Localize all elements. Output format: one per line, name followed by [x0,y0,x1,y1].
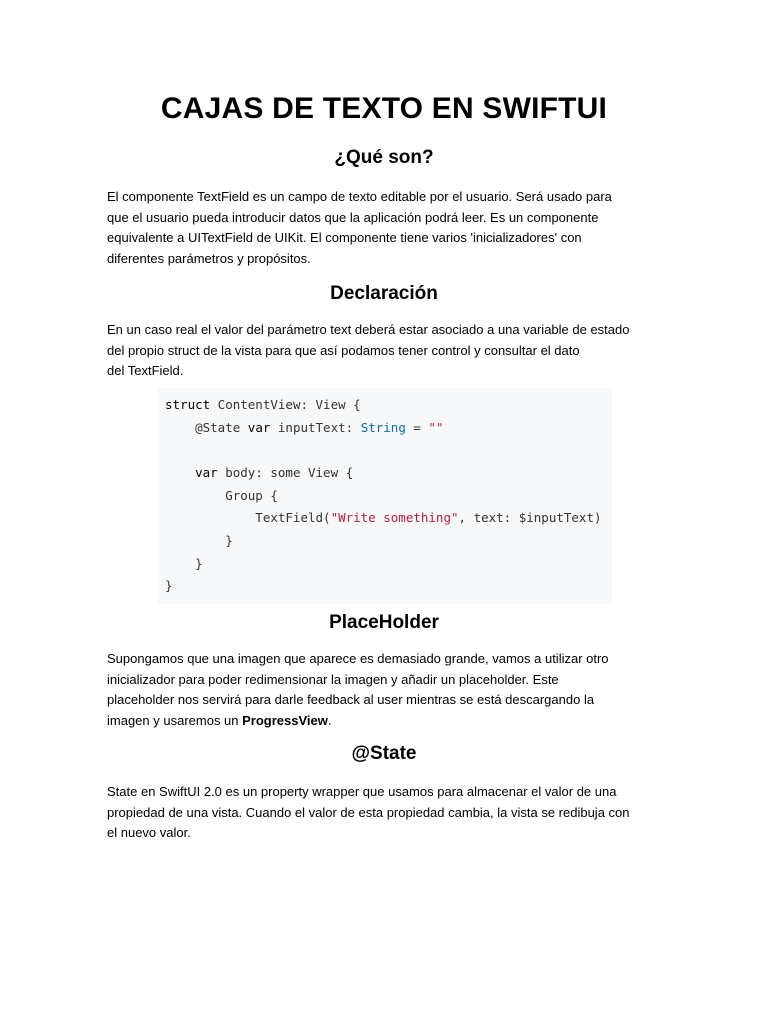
code-text [165,465,195,480]
code-keyword: struct [165,397,211,412]
paragraph-line: En un caso real el valor del parámetro text deberá estar asociado a una variable de estado [107,322,630,337]
code-text: TextField( [165,510,331,525]
code-line [165,464,353,482]
section-paragraph-placeholder [107,649,662,731]
code-keyword: var [195,465,218,480]
document-title: CAJAS DE TEXTO EN SWIFTUI [160,92,608,125]
code-type: String [360,420,406,435]
paragraph-line: placeholder nos servirá para darle feedback al user mientras se está descargando la [107,692,595,707]
section-paragraph-state [107,782,662,844]
paragraph-line: que el usuario pueda introducir datos que la aplicación podrá leer. Es un componente [107,209,599,225]
paragraph-line: propiedad de una vista. Cuando el valor de esta propiedad cambia, la vista se redibuja con [107,804,630,820]
code-line: Group { [165,488,278,503]
code-string: "" [428,420,444,435]
code-text: inputText: [270,420,361,435]
section-paragraph-que-son [107,187,662,269]
code-string: "Write something" [330,510,459,525]
paragraph-line: diferentes parámetros y propósitos. [107,250,311,266]
code-line: } [165,533,233,548]
paragraph-line: el nuevo valor. [107,825,191,840]
code-text: ContentView: View { [210,397,361,412]
section-heading-placeholder: PlaceHolder [329,612,439,633]
paragraph-line: inicializador para poder redimensionar la imagen y añadir un placeholder. Este [107,671,559,687]
paragraph-text: imagen y usaremos un [107,712,243,728]
code-keyword: var [247,420,271,435]
code-text: = [405,420,429,435]
paragraph-line: Supongamos que una imagen que aparece es demasiado grande, vamos a utilizar otro [107,651,609,666]
paragraph-line [107,711,662,732]
code-line [165,396,361,414]
code-text: body: some View { [217,465,354,480]
paragraph-line: El componente TextField es un campo de texto editable por el usuario. Será usado para [107,189,612,204]
section-paragraph-declaracion [107,320,662,382]
code-text: , text: $inputText) [458,510,602,525]
code-line [165,509,602,527]
code-line: } [165,578,173,593]
paragraph-line: del TextField. [107,363,184,378]
paragraph-line: del propio struct de la vista para que así podamos tener control y consultar el dato [107,342,580,358]
code-block [158,388,612,604]
paragraph-bold-term: ProgressView [242,712,328,728]
code-text: @State [165,420,248,435]
paragraph-text: . [327,712,332,728]
section-heading-declaracion: Declaración [330,283,438,304]
paragraph-line: equivalente a UITextField de UIKit. El componente tiene varios 'inicializadores' con [107,230,582,245]
section-heading-state: @State [351,743,417,764]
paragraph-line: State en SwiftUI 2.0 es un property wrapper que usamos para almacenar el valor de una [107,784,617,799]
code-line [165,419,443,437]
code-line: } [165,556,203,571]
section-heading-que-son: ¿Qué son? [334,147,434,168]
